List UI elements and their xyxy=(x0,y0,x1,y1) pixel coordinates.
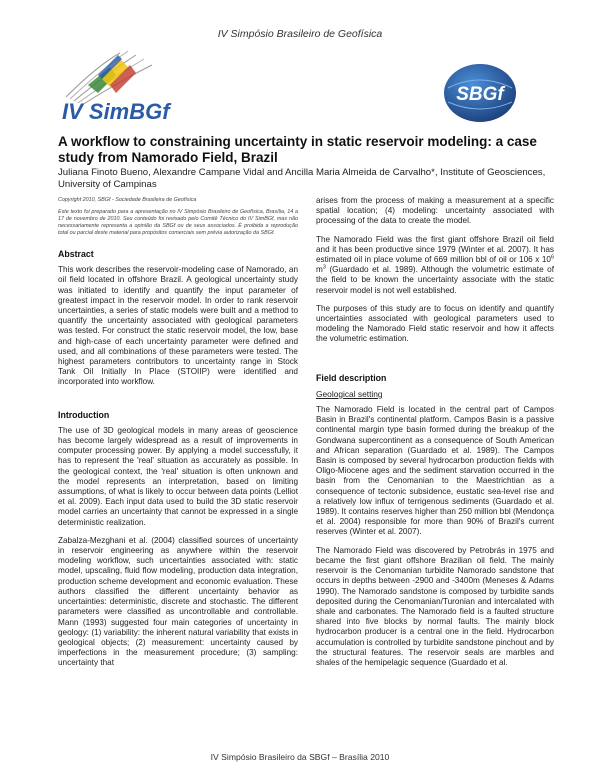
field-description-heading: Field description xyxy=(316,372,387,383)
abstract-heading: Abstract xyxy=(58,249,94,259)
left-column xyxy=(58,197,298,677)
exponent-6: 6 xyxy=(550,254,554,261)
right-paragraph-3: The purposes of this study are to focus on identify and quantify uncertainties associated with geological parameters used to modeling the Namorado Field static reservoir and how it affects the volumetric estimation. xyxy=(316,303,554,344)
field-paragraph-2: The Namorado Field was discovered by Petrobrás in 1975 and became the first giant offshore Brazilian oil field. The mainly reservoir is the Cenomanian turbidite Namorado sandstone that occurs in depths between -2900 and -3400m (Meneses & Adams 1990). The Namorado sandstone is composed by turbidite sands deposited during the Cenomanian/Turonian and intercalated with shale and carbonates. The Namorado field is a faulted structure shared into five blocks by normal faults. The mainly block hydrocarbon producer is a central one in the field. Hydrocarbon accumulation is controlled by turbidite sandstone pinchout and by the structural features. The reservoir seals are marbles and shales of the hemipelagic sequence (Guardado et al. xyxy=(316,545,554,667)
svg-text:SBGf: SBGf xyxy=(456,84,504,105)
right-paragraph-2-part-a: The Namorado Field was the first giant offshore Brazil oil field and it has been productive since 1979 (Winter et al. 2007). It has estimated oil in place volume of 669 million bbl of oil or 106 x 10 xyxy=(316,234,554,265)
right-paragraph-2-part-b: m xyxy=(316,265,323,275)
abstract-text: This work describes the reservoir-modeling case of Namorado, an oil field located in offshore Brazil. A geological uncertainty study was initiated to identify and quantify the input parameter of greatest impact in the reservoir model. In order to rank reservoir uncertainties, a series of static models were built and a method to quantify the uncertainty associated with geological parameters was tested. For construct the static reservoir model, the low, base and high-case of each uncertainty parameter were defined and used, and all combinations of these parameters were tested. The highest parameters contributors to uncertainty range in Stock Tank Oil Initially In Place (STOIIP) were identified and incorporated into workflow. xyxy=(58,265,298,387)
svg-text:IV SimBGf: IV SimBGf xyxy=(62,99,170,124)
introduction-paragraph-1: The use of 3D geological models in many areas of geoscience has become largely widespread as a result of improvements in computer processing power. By applying a model successfully, it has to represent the 'real' situation as accurately as possible. In the geological context, the 'real' situation is often unknown and the model represents an interpretation, based on limiting assumptions, of what is likely to occur between data points (Lelliot et al. 2009). Each input data used to build the 3D static reservoir model carries an uncertainty that cannot be expressed in a single deterministic realization. xyxy=(58,425,298,527)
simbgf-logo xyxy=(58,45,178,125)
introduction-heading: Introduction xyxy=(58,409,110,420)
introduction-paragraph-2: Zabalza-Mezghani et al. (2004) classified sources of uncertainty in reservoir engineering as anywhere within the reservoir modeling workflow, such uncertainties associated with: static model, upscaling, fluid flow modeling, production data integration, production scheme development and economic evaluation. These authors classified the different uncertainty behavior as uncertainties: deterministic, discrete and stochastic. The different parameters were classified as uncontrollable and controllable. Mann (1993) suggested four main categories of uncertainty in geology: (1) variability: the inherent natural variability that exists in geological objects; (2) measurement: uncertainty caused by imperfections in the measurement procedure; (3) sampling: uncertainty that xyxy=(58,535,298,668)
conference-header: IV Simpósio Brasileiro de Geofísica xyxy=(217,28,383,40)
copyright-line: Copyright 2010, SBGf - Sociedade Brasileira de Geofísica xyxy=(58,197,197,203)
copyright-notice: Este texto foi preparado para a apresentação no IV Simpósio Brasileiro de Geofísica, Brasília, 14 a 17 de novembro de 2010. Seu conteúdo foi revisado pelo Comitê Técnico do IV SimBGf, mas não necessariamente representa a opinião da SBGf ou de seus associados. É proibida a reprodução total ou parcial deste material para propósitos comerciais sem prévia autorização da SBGf. xyxy=(58,209,298,236)
paper-authors: Juliana Finoto Bueno, Alexandre Campane Vidal and Ancilla Maria Almeida de Carvalho*, Institute of Geosciences, University of Campinas xyxy=(58,167,546,190)
field-paragraph-1: The Namorado Field is located in the central part of Campos Basin in Brazil's continental platform. Campos Basin is a passive continental margin type basin formed during the breakup of the Gondwana supercontinent as a consequence of South American and African separation (Guardado et al. 1989). The Campos Basin is composed by several hydrocarbon production fields with Oligo-Miocene ages and the sediment starvation occurred in the basin from the Cenomanian to the Maestrichtian as a consequence of tectonic subsidence, eustatic sea-level rise and a relatively low influx of terrigenous sediments (Guardado et al. 1989). It contains reserves higher than 250 million bbl (Mendonça et al. 2004) responsible for more than 90% of Brazil's current reserves (Winter et al. 2007). xyxy=(316,405,554,537)
page-footer: IV Simpósio Brasileiro da SBGf – Brasília 2010 xyxy=(210,752,390,762)
sbgf-logo-graphic xyxy=(440,62,520,124)
right-column xyxy=(316,196,554,676)
right-paragraph-2-part-c: (Guardado et al. 1989). Although the volumetric estimate of the field to be known the uncertainty associate with the static reservoir model is not well established. xyxy=(316,265,554,295)
geological-setting-subheading: Geological setting xyxy=(316,388,383,399)
sbgf-logo xyxy=(440,62,520,124)
simbgf-logo-graphic xyxy=(58,45,178,125)
exponent-3: 3 xyxy=(322,264,326,271)
right-paragraph-1: arises from the process of making a measurement at a specific spatial location; (4) modeling: uncertainty associated with processing of the data to create the model. xyxy=(316,196,554,226)
right-paragraph-2 xyxy=(316,235,554,296)
paper-title: A workflow to constraining uncertainty in static reservoir modeling: a case study from Namorado Field, Brazil xyxy=(58,134,537,165)
